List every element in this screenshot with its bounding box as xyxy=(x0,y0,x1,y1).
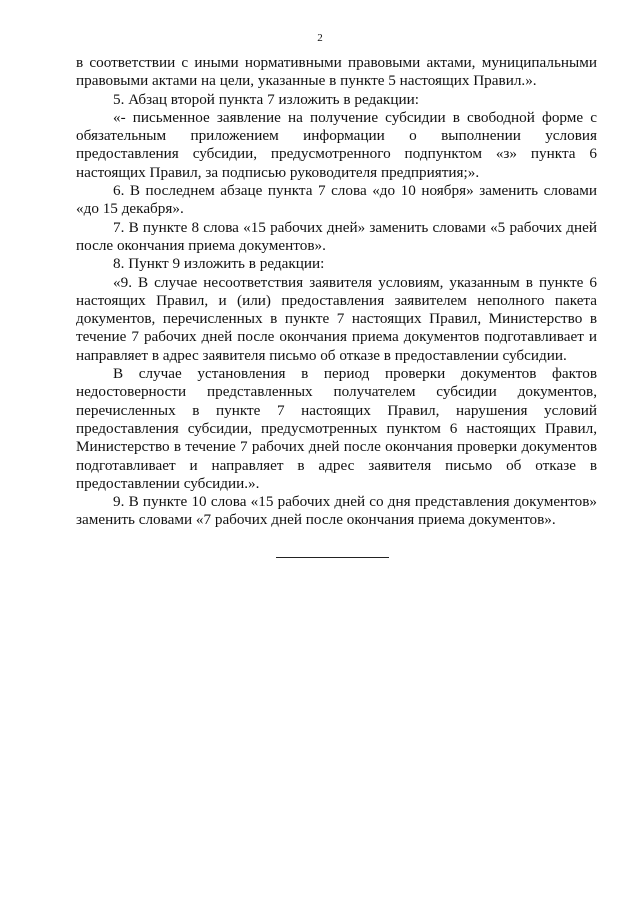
paragraph-item-8: 8. Пункт 9 изложить в редакции: xyxy=(113,255,325,273)
paragraph-item-6: 6. В последнем абзаце пункта 7 слова «до 10 ноября» заменить словами «до 15 декабря». xyxy=(76,182,597,218)
closing-divider xyxy=(276,557,389,558)
paragraph-continuation: в соответствии с иными нормативными правовыми актами, муниципальными правовыми актами на цели, указанные в пункте 5 настоящих Правил.». xyxy=(76,54,597,90)
document-body xyxy=(76,54,597,530)
paragraph-item-5: 5. Абзац второй пункта 7 изложить в редакции: xyxy=(113,90,419,108)
paragraph-item-8-quote-continued: В случае установления в период проверки документов фактов недостоверности представленных получателем субсидии документов, перечисленных в пункте 7 настоящих Правил, нарушения условий предоставления субсидии, предусмотренных пунктом 6 настоящих Правил, Министерство в течение 7 рабочих дней после окончания проверки документов подготавливает и направляет в адрес заявителя письмо об отказе в предоставлении субсидии.». xyxy=(76,365,597,492)
paragraph-item-5-quote: «- письменное заявление на получение субсидии в свободной форме с обязательным приложением информации о выполнении условия предоставления субсидии, предусмотренного подпунктом «з» пункта 6 настоящих Правил, за подписью руководителя предприятия;». xyxy=(76,108,597,181)
paragraph-item-8-quote: «9. В случае несоответствия заявителя условиям, указанным в пункте 6 настоящих Правил, и (или) предоставления заявителем неполного пакета документов, перечисленных в пункте 7 настоящих Правил, Министерство в течение 7 рабочих дней после окончания приема документов подготавливает и направляет в адрес заявителя письмо об отказе в предоставлении субсидии. xyxy=(76,273,597,364)
page-number: 2 xyxy=(317,32,323,44)
paragraph-item-7: 7. В пункте 8 слова «15 рабочих дней» заменить словами «5 рабочих дней после окончания приема документов». xyxy=(76,218,597,254)
paragraph-item-9: 9. В пункте 10 слова «15 рабочих дней со дня представления документов» заменить словами «7 рабочих дней после окончания приема документов». xyxy=(76,493,597,529)
